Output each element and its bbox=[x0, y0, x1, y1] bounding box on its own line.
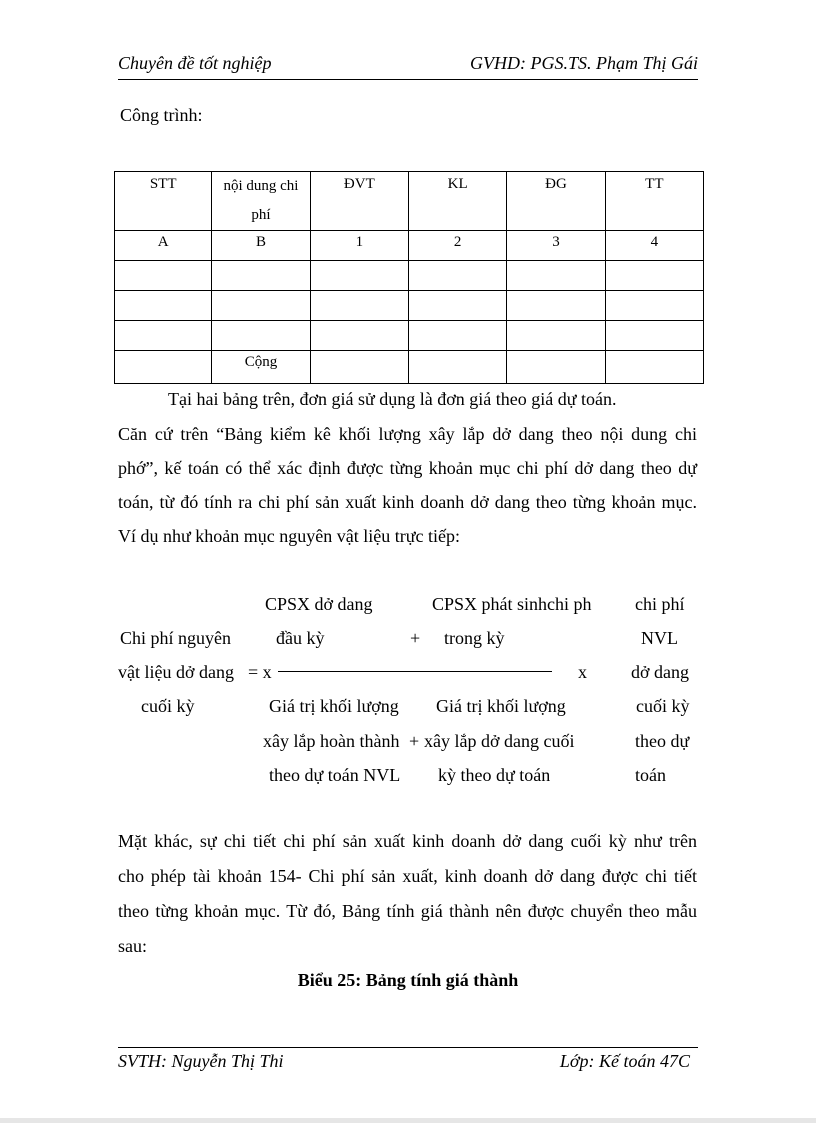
formula-rhs-6: toán bbox=[635, 765, 666, 785]
header-content-line1: nội dung chi bbox=[223, 178, 299, 194]
index-cell: 2 bbox=[408, 231, 506, 261]
para-3-line-2: cho phép tài khoản 154- Chi phí sản xuất, kinh doanh dở dang được chi tiết bbox=[118, 866, 697, 886]
index-cell: 3 bbox=[507, 231, 605, 261]
table-row bbox=[115, 291, 704, 321]
formula-plus: + bbox=[410, 628, 421, 648]
para-2-line-3: toán, từ đó tính ra chi phí sản xuất kinh doanh dở dang theo từng khoản mục. bbox=[118, 492, 697, 512]
formula-den-b-2: xây lắp dở dang cuối bbox=[424, 731, 575, 751]
footer-left: SVTH: Nguyễn Thị Thi bbox=[118, 1051, 284, 1071]
section-label: Công trình: bbox=[120, 105, 203, 125]
index-cell: B bbox=[212, 231, 310, 261]
header-unit: ĐVT bbox=[310, 172, 408, 231]
header-right: GVHD: PGS.TS. Phạm Thị Gái bbox=[470, 53, 698, 73]
index-cell: 4 bbox=[605, 231, 703, 261]
fraction-bar bbox=[278, 671, 552, 672]
page-bottom-edge bbox=[0, 1118, 816, 1123]
para-2-line-2: phớ”, kế toán có thể xác định được từng khoản mục chi phí dở dang theo dự bbox=[118, 458, 697, 478]
formula-rhs-4: cuối kỳ bbox=[636, 696, 690, 716]
para-3-line-1: Mặt khác, sự chi tiết chi phí sản xuất kinh doanh dở dang cuối kỳ như trên bbox=[118, 831, 697, 851]
header-content-line2: phí bbox=[251, 207, 271, 223]
formula-lhs-3: cuối kỳ bbox=[141, 696, 195, 716]
table-total-row bbox=[115, 351, 704, 384]
total-label: Cộng bbox=[212, 351, 310, 384]
formula-lhs-2: vật liệu dở dang bbox=[118, 662, 234, 682]
header-total: TT bbox=[605, 172, 703, 231]
header-rule bbox=[118, 79, 698, 80]
formula-den-b-1: Giá trị khối lượng bbox=[436, 696, 566, 716]
formula-den-a-2: xây lắp hoàn thành bbox=[263, 731, 400, 751]
para-2-line-1: Căn cứ trên “Bảng kiểm kê khối lượng xây lắp dở dang theo nội dung chi bbox=[118, 424, 697, 444]
table-row bbox=[115, 321, 704, 351]
header-left: Chuyên đề tốt nghiệp bbox=[118, 53, 272, 73]
para-3-line-3: theo từng khoản mục. Từ đó, Bảng tính giá thành nên được chuyển theo mẫu bbox=[118, 901, 697, 921]
header-unit-price: ĐG bbox=[507, 172, 605, 231]
index-cell: A bbox=[115, 231, 212, 261]
formula-lhs-1: Chi phí nguyên bbox=[120, 628, 231, 648]
para-1: Tại hai bảng trên, đơn giá sử dụng là đơn giá theo giá dự toán. bbox=[168, 389, 617, 409]
table-header-row bbox=[115, 172, 704, 231]
table-index-row bbox=[115, 231, 704, 261]
formula-times: x bbox=[578, 662, 587, 682]
footer-rule bbox=[118, 1047, 698, 1048]
table-caption: Biểu 25: Bảng tính giá thành bbox=[297, 970, 519, 990]
formula-den-b-3: kỳ theo dự toán bbox=[438, 765, 551, 785]
formula-rhs-2: NVL bbox=[641, 628, 678, 648]
formula-den-plus: + bbox=[409, 731, 420, 751]
index-cell: 1 bbox=[310, 231, 408, 261]
formula-num-a-2: đầu kỳ bbox=[276, 628, 325, 648]
formula-rhs-1: chi phí bbox=[635, 594, 685, 614]
cost-table bbox=[114, 171, 704, 384]
formula-num-b-2: trong kỳ bbox=[444, 628, 505, 648]
formula-den-a-3: theo dự toán NVL bbox=[269, 765, 401, 785]
table-row bbox=[115, 261, 704, 291]
header-quantity: KL bbox=[408, 172, 506, 231]
formula-equals-times: = x bbox=[248, 662, 272, 682]
formula-rhs-5: theo dự bbox=[635, 731, 690, 751]
header-content bbox=[212, 172, 310, 231]
footer-right: Lớp: Kế toán 47C bbox=[559, 1051, 690, 1071]
formula-num-a-1: CPSX dở dang bbox=[265, 594, 373, 614]
formula-den-a-1: Giá trị khối lượng bbox=[269, 696, 399, 716]
formula-num-b-1: CPSX phát sinhchi ph bbox=[432, 594, 592, 614]
para-3-line-4: sau: bbox=[118, 936, 147, 956]
header-stt: STT bbox=[115, 172, 212, 231]
para-2-line-4: Ví dụ như khoản mục nguyên vật liệu trực tiếp: bbox=[118, 526, 460, 546]
formula-rhs-3: dở dang bbox=[631, 662, 690, 682]
